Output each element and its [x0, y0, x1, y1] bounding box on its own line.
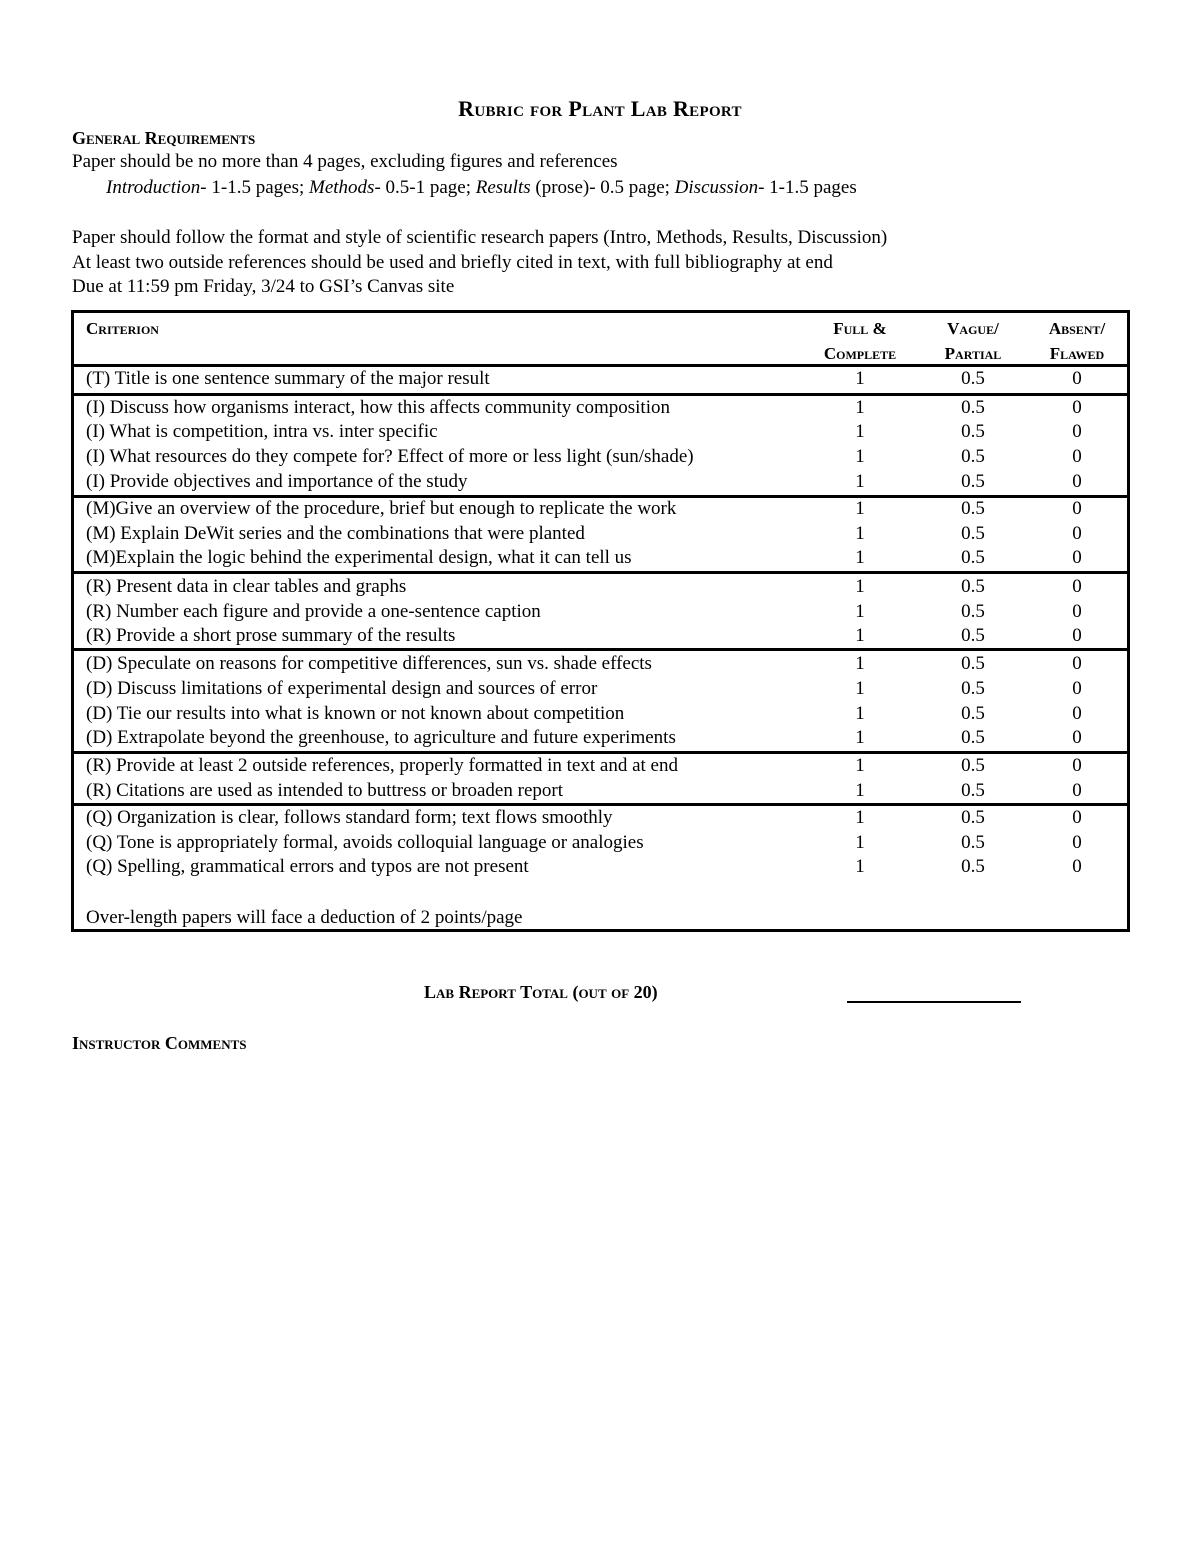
criterion-text: (I) Discuss how organisms interact, how this affects community composition: [86, 397, 670, 418]
vague-score: 0.5: [961, 653, 985, 674]
vague-score: 0.5: [961, 755, 985, 776]
criterion-text: (D) Extrapolate beyond the greenhouse, to agriculture and future experiments: [86, 727, 676, 748]
criterion-text: (T) Title is one sentence summary of the major result: [86, 368, 490, 389]
page-title: Rubric for Plant Lab Report: [458, 96, 742, 121]
full-score: 1: [855, 498, 865, 519]
absent-score: 0: [1072, 498, 1082, 519]
absent-score: 0: [1072, 368, 1082, 389]
criterion-row: [74, 856, 1127, 881]
full-score: 1: [855, 653, 865, 674]
full-score: 1: [855, 421, 865, 442]
absent-score: 0: [1072, 446, 1082, 467]
criterion-text: (M)Explain the logic behind the experimental design, what it can tell us: [86, 547, 632, 568]
results-value: (prose)- 0.5 page;: [530, 177, 675, 198]
requirement-due-date: Due at 11:59 pm Friday, 3/24 to GSI’s Canvas site: [72, 276, 455, 297]
absent-header-line1: Absent/: [1048, 319, 1106, 338]
absent-score: 0: [1072, 832, 1082, 853]
criterion-row: [74, 523, 1127, 548]
section-divider: [74, 364, 1127, 367]
vague-score: 0.5: [961, 703, 985, 724]
absent-score: 0: [1072, 523, 1082, 544]
criterion-row: [74, 703, 1127, 728]
criterion-row: [74, 678, 1127, 703]
vague-score: 0.5: [961, 678, 985, 699]
discussion-value: - 1-1.5 pages: [758, 177, 857, 198]
overlength-note: Over-length papers will face a deduction of 2 points/page: [86, 907, 523, 928]
absent-score: 0: [1072, 807, 1082, 828]
full-score: 1: [855, 807, 865, 828]
intro-value: - 1-1.5 pages;: [200, 177, 309, 198]
criterion-text: (R) Provide at least 2 outside references, properly formatted in text and at end: [86, 755, 678, 776]
general-requirements-heading: General Requirements: [72, 128, 256, 148]
criterion-text: (Q) Organization is clear, follows standard form; text flows smoothly: [86, 807, 613, 828]
vague-score: 0.5: [961, 780, 985, 801]
absent-score: 0: [1072, 421, 1082, 442]
criterion-text: (I) Provide objectives and importance of the study: [86, 471, 468, 492]
absent-score: 0: [1072, 625, 1082, 646]
criterion-text: (R) Present data in clear tables and graphs: [86, 576, 407, 597]
criterion-text: (R) Provide a short prose summary of the results: [86, 625, 456, 646]
section-divider: [74, 393, 1127, 396]
full-score: 1: [855, 780, 865, 801]
criterion-row: [74, 601, 1127, 626]
criterion-row: [74, 397, 1127, 422]
absent-score: 0: [1072, 780, 1082, 801]
requirement-references: At least two outside references should be used and briefly cited in text, with full bibliography at end: [72, 252, 833, 273]
full-score: 1: [855, 703, 865, 724]
absent-score: 0: [1072, 547, 1082, 568]
criterion-row: [74, 653, 1127, 678]
requirement-format: Paper should follow the format and style of scientific research papers (Intro, Methods, Results, Discussion): [72, 227, 888, 248]
vague-score: 0.5: [961, 498, 985, 519]
criterion-row: [74, 446, 1127, 471]
full-score: 1: [855, 727, 865, 748]
criterion-text: (D) Speculate on reasons for competitive differences, sun vs. shade effects: [86, 653, 652, 674]
results-label: Results: [475, 177, 531, 198]
requirement-page-limit: Paper should be no more than 4 pages, excluding figures and references: [72, 151, 618, 172]
criterion-text: (R) Number each figure and provide a one-sentence caption: [86, 601, 541, 622]
criterion-text: (M) Explain DeWit series and the combinations that were planted: [86, 523, 585, 544]
criterion-header: Criterion: [86, 319, 159, 338]
vague-score: 0.5: [961, 727, 985, 748]
full-score: 1: [855, 625, 865, 646]
criterion-row: [74, 421, 1127, 446]
vague-score: 0.5: [961, 397, 985, 418]
absent-score: 0: [1072, 576, 1082, 597]
vague-header-line2: Partial: [944, 344, 1002, 363]
vague-header-line1: Vague/: [947, 319, 999, 338]
full-score: 1: [855, 368, 865, 389]
criterion-text: (I) What is competition, intra vs. inter specific: [86, 421, 438, 442]
instructor-comments-heading: Instructor Comments: [72, 1033, 247, 1053]
full-score: 1: [855, 576, 865, 597]
full-score: 1: [855, 471, 865, 492]
full-score: 1: [855, 523, 865, 544]
criterion-row: [74, 368, 1127, 393]
criterion-row: [74, 807, 1127, 832]
full-score: 1: [855, 832, 865, 853]
criterion-text: (I) What resources do they compete for? Effect of more or less light (sun/shade): [86, 446, 694, 467]
total-score-blank: [847, 1001, 1021, 1003]
criterion-row: [74, 755, 1127, 780]
vague-score: 0.5: [961, 625, 985, 646]
methods-value: - 0.5-1 page;: [374, 177, 476, 198]
criterion-text: (Q) Tone is appropriately formal, avoids colloquial language or analogies: [86, 832, 644, 853]
vague-score: 0.5: [961, 601, 985, 622]
requirement-section-lengths: [106, 177, 857, 199]
vague-score: 0.5: [961, 523, 985, 544]
absent-score: 0: [1072, 727, 1082, 748]
vague-score: 0.5: [961, 446, 985, 467]
criterion-row: [74, 547, 1127, 572]
full-header-line1: Full &: [833, 319, 887, 338]
criterion-row: [74, 625, 1127, 650]
vague-score: 0.5: [961, 368, 985, 389]
methods-label: Methods: [309, 177, 375, 198]
vague-score: 0.5: [961, 547, 985, 568]
absent-score: 0: [1072, 601, 1082, 622]
absent-flawed-header: [1017, 316, 1137, 366]
criterion-row: [74, 780, 1127, 805]
criterion-row: [74, 498, 1127, 523]
rubric-table: [71, 310, 1130, 932]
full-score: 1: [855, 601, 865, 622]
criterion-row: [74, 727, 1127, 752]
criterion-text: (Q) Spelling, grammatical errors and typos are not present: [86, 856, 529, 877]
absent-header-line2: Flawed: [1049, 344, 1105, 363]
full-score: 1: [855, 678, 865, 699]
full-score: 1: [855, 755, 865, 776]
vague-partial-header: [913, 316, 1033, 366]
absent-score: 0: [1072, 755, 1082, 776]
criterion-text: (D) Tie our results into what is known or not known about competition: [86, 703, 625, 724]
vague-score: 0.5: [961, 576, 985, 597]
absent-score: 0: [1072, 653, 1082, 674]
full-complete-header: [800, 316, 920, 366]
vague-score: 0.5: [961, 832, 985, 853]
criterion-row: [74, 832, 1127, 857]
absent-score: 0: [1072, 471, 1082, 492]
vague-score: 0.5: [961, 807, 985, 828]
discussion-label: Discussion: [674, 177, 759, 198]
criterion-text: (D) Discuss limitations of experimental design and sources of error: [86, 678, 598, 699]
absent-score: 0: [1072, 703, 1082, 724]
criterion-text: (M)Give an overview of the procedure, brief but enough to replicate the work: [86, 498, 677, 519]
vague-score: 0.5: [961, 471, 985, 492]
full-score: 1: [855, 856, 865, 877]
full-header-line2: Complete: [823, 344, 897, 363]
criterion-row: [74, 471, 1127, 496]
criterion-row: [74, 576, 1127, 601]
absent-score: 0: [1072, 397, 1082, 418]
absent-score: 0: [1072, 856, 1082, 877]
full-score: 1: [855, 397, 865, 418]
vague-score: 0.5: [961, 421, 985, 442]
criterion-text: (R) Citations are used as intended to buttress or broaden report: [86, 780, 563, 801]
full-score: 1: [855, 446, 865, 467]
full-score: 1: [855, 547, 865, 568]
intro-label: Introduction: [106, 177, 201, 198]
lab-report-total-label: Lab Report Total (out of 20): [424, 982, 658, 1002]
absent-score: 0: [1072, 678, 1082, 699]
vague-score: 0.5: [961, 856, 985, 877]
